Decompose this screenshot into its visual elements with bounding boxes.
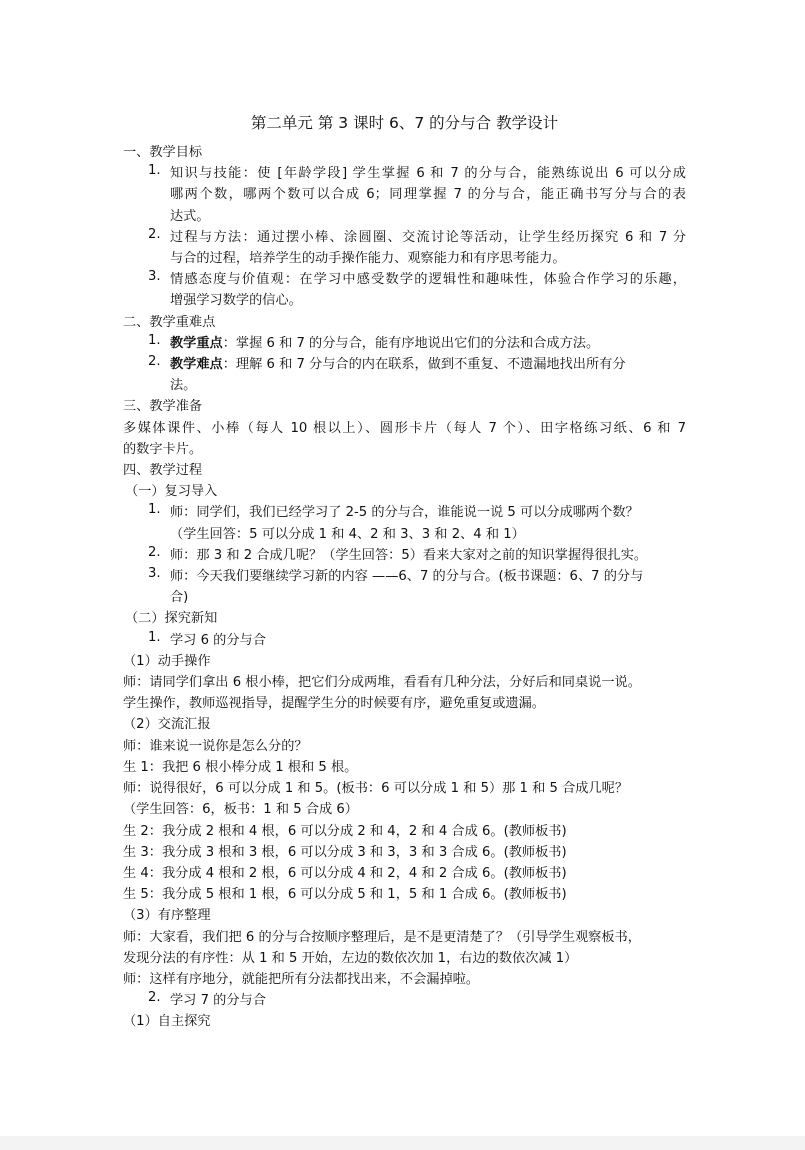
list-number: 2. [148, 354, 161, 370]
list-number: 2. [148, 990, 161, 1006]
paragraph-line: 学生操作，教师巡视指导，提醒学生分的时候要有序，避免重复或遗漏。 [123, 696, 545, 712]
list-number: 2. [148, 544, 161, 560]
list-item [123, 545, 686, 566]
paragraph-line: 生 5：我分成 5 根和 1 根，6 可以分成 5 和 1，5 和 1 合成 6。(教师板书) [123, 887, 567, 903]
section-heading-preparation: 三、教学准备 [123, 399, 203, 415]
paragraph-line: 多媒体课件、小棒（每人 10 根以上）、圆形卡片（每人 7 个）、田字格练习纸、6 和 7 [123, 420, 686, 436]
paragraph-line: 生 1：我把 6 根小棒分成 1 根和 5 根。 [123, 759, 358, 775]
paragraph-line: 师：今天我们要继续学习新的内容 ——6、7 的分与合。(板书课题：6、7 的分与 [170, 569, 644, 585]
paragraph-line [170, 333, 686, 354]
section-heading-key-points: 二、教学重难点 [123, 314, 216, 330]
list-number: 2. [148, 226, 161, 242]
paragraph-line: （学生回答：5 可以分成 1 和 4、2 和 3、3 和 2、4 和 1） [170, 526, 525, 542]
list-number: 3. [148, 269, 161, 285]
paragraph-line: 学习 7 的分与合 [170, 993, 266, 1009]
bold-label: 教学难点 [170, 357, 223, 373]
paragraph-line [170, 354, 686, 375]
section-heading-objectives: 一、教学目标 [123, 145, 203, 160]
list-item [123, 566, 686, 608]
paragraph-line: 哪两个数，哪两个数可以合成 6；同理掌握 7 的分与合，能正确书写分与合的表 [170, 187, 686, 203]
paragraph-heading: （1）动手操作 [123, 653, 211, 669]
paragraph-line: 情感态度与价值观：在学习中感受数学的逻辑性和趣味性，体验合作学习的乐趣， [170, 272, 686, 288]
list-number: 1. [148, 629, 161, 645]
paragraph-line: 知识与技能：使 [年龄学段] 学生掌握 6 和 7 的分与合，能熟练说出 6 可以分成 [170, 166, 686, 182]
paragraph-text: ：掌握 6 和 7 的分与合，能有序地说出它们的分法和合成方法。 [222, 335, 600, 351]
paragraph-text: ：理解 6 和 7 分与合的内在联系，做到不重复、不遗漏地找出所有分 [222, 357, 626, 373]
paragraph-line: 增强学习数学的信心。 [170, 293, 302, 309]
paragraph-line: 过程与方法：通过摆小棒、涂圆圈、交流讨论等活动，让学生经历探究 6 和 7 分 [170, 229, 686, 245]
paragraph-line: 生 4：我分成 4 根和 2 根，6 可以分成 4 和 2，4 和 2 合成 6。(教师板书) [123, 865, 567, 881]
paragraph-line: 学习 6 的分与合 [170, 632, 266, 648]
list-item [123, 502, 686, 544]
paragraph-line: 生 3：我分成 3 根和 3 根，6 可以分成 3 和 3，3 和 3 合成 6。(教师板书) [123, 844, 567, 860]
paragraph-line: 师：那 3 和 2 合成几呢？（学生回答：5）看来大家对之前的知识掌握得很扎实。 [170, 547, 648, 563]
paragraph-line: 法。 [170, 378, 197, 394]
section-heading-process: 四、教学过程 [123, 463, 203, 479]
paragraph-line: 师：同学们，我们已经学习了 2-5 的分与合，谁能说一说 5 可以分成哪两个数？ [170, 505, 639, 521]
list-item [123, 227, 686, 269]
bold-label: 教学重点 [170, 335, 223, 351]
paragraph-line: 合) [170, 590, 189, 606]
list-item [123, 990, 686, 1011]
paragraph-line: 达式。 [170, 208, 210, 224]
document-title: 第二单元 第 3 课时 6、7 的分与合 教学设计 [250, 114, 559, 132]
paragraph-line: 师：这样有序地分，就能把所有分法都找出来，不会漏掉啦。 [123, 971, 480, 987]
list-item [123, 269, 686, 311]
paragraph-line: 师：谁来说一说你是怎么分的？ [123, 738, 308, 754]
list-number: 3. [148, 566, 161, 582]
paragraph-line: 师：大家看，我们把 6 的分与合按顺序整理后，是不是更清楚了？（引导学生观察板书， [123, 929, 641, 945]
subsection-heading: （二）探究新知 [125, 611, 218, 627]
list-item [123, 163, 686, 227]
document-body [123, 108, 686, 1033]
list-item [123, 630, 686, 651]
paragraph-heading: （3）有序整理 [123, 908, 211, 924]
paragraph-line: 生 2：我分成 2 根和 4 根，6 可以分成 2 和 4，2 和 4 合成 6。(教师板书) [123, 823, 567, 839]
paragraph-line: 师：请同学们拿出 6 根小棒，把它们分成两堆，看看有几种分法，分好后和同桌说一说。 [123, 675, 641, 691]
paragraph-line: 的数字卡片。 [123, 441, 203, 457]
subsection-heading: （一）复习导入 [125, 484, 218, 500]
list-item [123, 354, 686, 396]
paragraph-heading: （1）自主探究 [123, 1014, 211, 1030]
page-bottom-gap [0, 1136, 805, 1150]
paragraph-line: 师：说得很好，6 可以分成 1 和 5。(板书：6 可以分成 1 和 5）那 1 和 5 合成几呢？ [123, 781, 629, 797]
list-number: 1. [148, 332, 161, 348]
list-number: 1. [148, 163, 161, 179]
paragraph-line: 发现分法的有序性：从 1 和 5 开始，左边的数依次加 1，右边的数依次减 1） [123, 950, 578, 966]
paragraph-line: 与合的过程，培养学生的动手操作能力、观察能力和有序思考能力。 [170, 251, 566, 267]
list-number: 1. [148, 502, 161, 518]
paragraph-heading: （2）交流汇报 [123, 717, 211, 733]
paragraph-line: （学生回答：6，板书：1 和 5 合成 6） [123, 802, 358, 818]
list-item [123, 333, 686, 354]
